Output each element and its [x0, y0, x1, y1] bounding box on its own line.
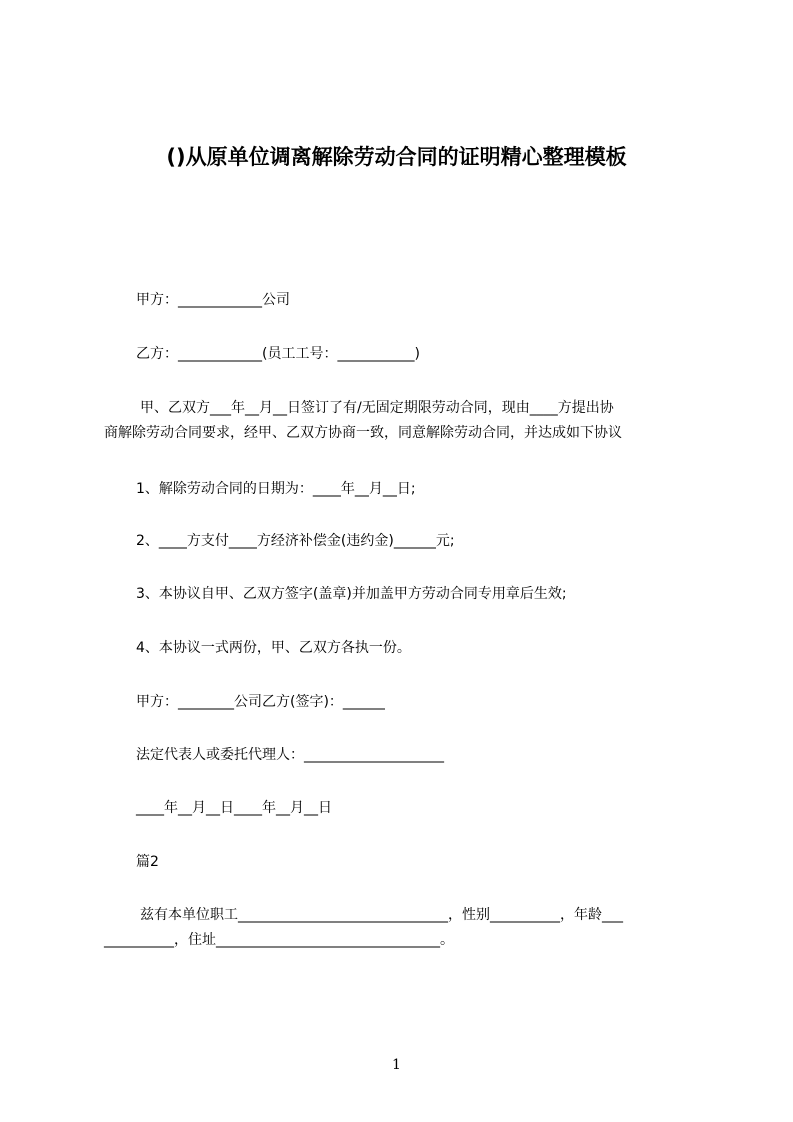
signature-line: 甲方：________公司乙方(签字)：______	[136, 694, 385, 710]
clause-3: 3、本协议自甲、乙双方签字(盖章)并加盖甲方劳动合同专用章后生效;	[136, 586, 567, 602]
intro-line-2: 商解除劳动合同要求，经甲、乙双方协商一致，同意解除劳动合同，并达成如下协议	[104, 425, 622, 441]
date-line: ____年__月__日____年__月__日	[136, 800, 332, 816]
document-title: ()从原单位调离解除劳动合同的证明精心整理模板	[166, 145, 627, 169]
section-heading: 篇2	[136, 854, 159, 870]
clause-4: 4、本协议一式两份，甲、乙双方各执一份。	[136, 640, 411, 656]
intro-line-1: 甲、乙双方___年__月__日签订了有/无固定期限劳动合同，现由____方提出协	[140, 400, 614, 416]
employee-line-1: 兹有本单位职工______________________________，性别__________，年龄___	[140, 907, 623, 923]
employee-line-2: __________，住址________________________________。	[104, 932, 454, 948]
party-a-line: 甲方：____________公司	[136, 292, 290, 308]
party-b-line: 乙方：____________(员工工号：___________)	[136, 346, 420, 362]
intro-paragraph	[104, 398, 704, 443]
clause-2: 2、____方支付____方经济补偿金(违约金)______元;	[136, 533, 455, 549]
page-number: 1	[392, 1057, 401, 1073]
representative-line: 法定代表人或委托代理人：____________________	[136, 747, 444, 763]
clause-1: 1、解除劳动合同的日期为：____年__月__日;	[136, 481, 416, 497]
employee-paragraph	[104, 905, 704, 950]
